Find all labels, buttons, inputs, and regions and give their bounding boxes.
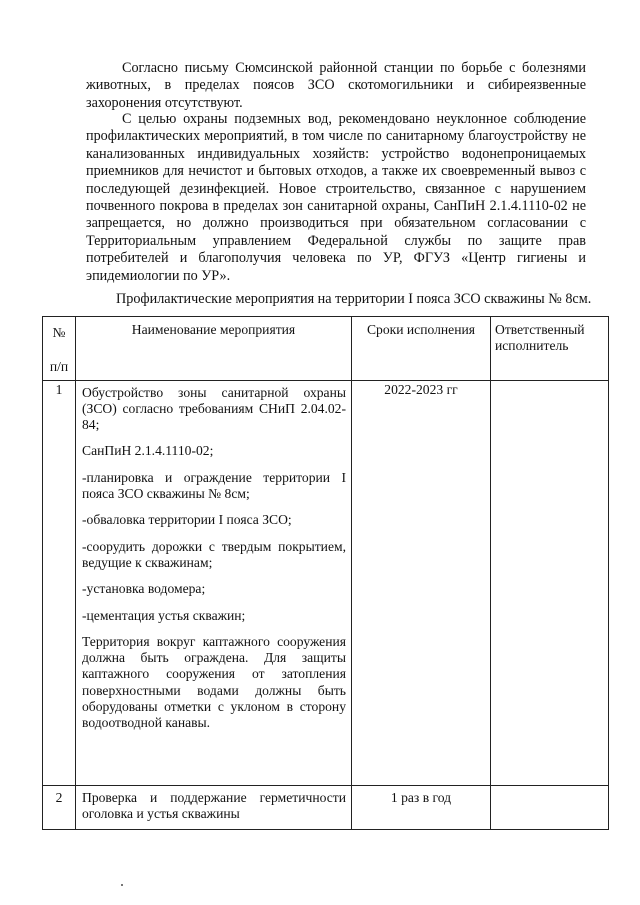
measure-item: -планировка и ограждение территории I пояса ЗСО скважины № 8см; (82, 469, 346, 502)
measure-item: Территория вокруг каптажного сооружения должна быть ограждена. Для защиты каптажного сооружения от затопления поверхностными водами должны быть оборудованы отметки с уклоном в сторону водоотводной канавы. (82, 633, 346, 731)
intro-paragraph-1-text: Согласно письму Сюмсинской районной станции по борьбе с болезнями животных, в пределах поясов ЗСО скотомогильники и сибиреязвенные захоронения отсутствуют. (86, 60, 586, 111)
measure-responsible (491, 380, 609, 785)
header-term: Сроки исполнения (352, 317, 491, 381)
measure-item: Проверка и поддержание герметичности оголовка и устья скважины (82, 789, 346, 821)
table-row (43, 380, 609, 785)
header-number-abbrev: п/п (49, 359, 69, 375)
header-number (43, 317, 76, 381)
measures-table (42, 316, 609, 830)
header-number-symbol: № (52, 325, 66, 340)
measure-item: -цементация устья скважин; (82, 607, 246, 623)
measure-item: СанПиН 2.1.4.1110-02; (82, 443, 214, 459)
intro-paragraph-2 (86, 111, 586, 285)
table-header-row (43, 317, 609, 381)
table-caption: Профилактические мероприятия на территории I пояса ЗСО скважины № 8см. (116, 291, 592, 307)
measure-item: Обустройство зоны санитарной охраны (ЗСО) согласно требованиям СНиП 2.04.02-84; (82, 384, 346, 433)
scan-speck (121, 884, 123, 886)
header-responsible: Ответственный исполнитель (491, 317, 609, 381)
measure-item: -соорудить дорожки с твердым покрытием, ведущие к скважинам; (82, 538, 346, 570)
measure-description (76, 380, 352, 785)
measure-term: 1 раз в год (352, 785, 491, 829)
row-number: 2 (43, 785, 76, 829)
row-number: 1 (43, 380, 76, 785)
table-row (43, 785, 609, 829)
measure-description (76, 785, 352, 829)
measure-item: -обваловка территории I пояса ЗСО; (82, 512, 292, 528)
intro-paragraph-2-text: С целью охраны подземных вод, рекомендовано неуклонное соблюдение профилактических мероприятий, в том числе по санитарному благоустройству не канализованных индивидуальных хозяйств: устройство водонепроницаемых приемников для нечистот и бытовых отходов, а также их своевременный вывоз с последующей дезинфекцией. Новое строительство, связанное с нарушением почвенного покрова в пределах зон санитарной охраны, СанПиН 2.1.4.1110-02 не запрещается, но должно производиться при обязательном согласовании с Территориальным управлением Федеральной службы по защите прав потребителей и благополучия человека по УР, ФГУЗ «Центр гигиены и эпидемиологии по УР». (86, 111, 586, 284)
measure-responsible (491, 785, 609, 829)
header-measure-name: Наименование мероприятия (76, 317, 352, 381)
measure-item: -установка водомера; (82, 581, 206, 597)
measure-term: 2022-2023 гг (352, 380, 491, 785)
intro-paragraph-1 (86, 60, 586, 112)
